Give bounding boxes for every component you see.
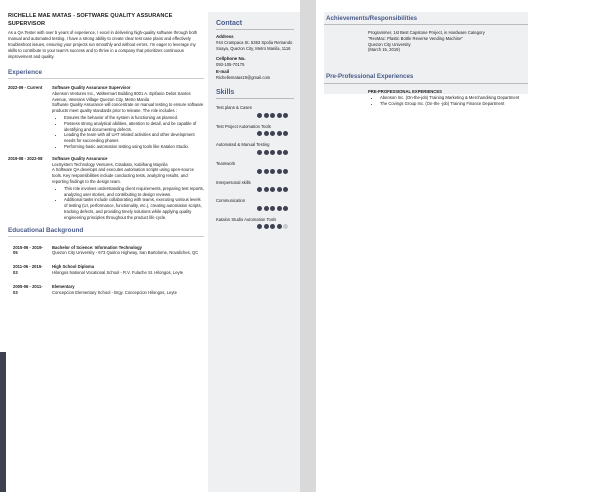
email-value: Richellematas19@gmail.com [216, 75, 271, 81]
address-value: #44 Crampaca St. 5353 Spolia Remando Soaya, Quezon City, Metro Manila, 1116 [216, 40, 293, 51]
experience-bullet: • Additional tasks include collaborating with teams, executing various levels of testing (UI, performance, functionality, etc.), creating automation scripts, tracking defects, and providing timely solutions while applying quality engineering principles throughout the product life cycle. [64, 197, 204, 220]
rating-dot-filled [277, 206, 282, 211]
rating-dot-filled [257, 131, 262, 136]
rating-dot-filled [283, 169, 288, 174]
rating-dot-filled [257, 169, 262, 174]
skill-item [216, 124, 294, 137]
rating-dot-filled [270, 169, 275, 174]
experience-description: Software Quality Assurance will concentrate on manual testing to ensure software products meet quality standards prior to release. The role includes : [52, 102, 204, 114]
rating-dot-filled [270, 131, 275, 136]
rating-dot-filled [277, 169, 282, 174]
preprof-subheading: PRE-PROFESSIONAL EXPERIENCES [368, 89, 442, 94]
skill-name: Communication [216, 198, 246, 204]
achievement-line: Programmer, 1st Best Capstone Project, in Hardware Category [368, 30, 485, 35]
experience-dates: 2022-09 - Current [8, 85, 43, 90]
rating-dot-filled [264, 169, 269, 174]
education-school: Hilongos National Vocational School - R.V. Fulache St. Hilongos, Leyte [52, 269, 184, 275]
experience-bullet: • Performing basic automation testing using tools like Katalon Studio. [64, 144, 204, 150]
experience-company: LexSystem Technology Ventures, Cotabato, Kabihang Maynila [52, 161, 168, 167]
rating-dot-filled [257, 113, 262, 118]
achievement-line: (March 15, 2019) [368, 47, 400, 53]
skill-item [216, 105, 294, 118]
skill-item [216, 217, 294, 230]
rating-dot-filled [283, 150, 288, 155]
skill-item [216, 180, 294, 193]
education-dates: 2011-06 - 2015-03 [13, 264, 43, 275]
experience-role: Software Quality Assurance Supervisor [52, 85, 131, 90]
resume-name-title: RICHELLE MAE MATAS - SOFTWARE QUALITY ASSURANCE SUPERVISOR [8, 13, 173, 27]
experience-company: Abenson Ventures Inc., Waltermart Building 8001 A. Epifanio Delos Santos Avenue, Veterans Village Quezon City, Metro Manila [52, 90, 191, 102]
rating-dot-filled [270, 187, 275, 192]
rating-dot-filled [277, 187, 282, 192]
divider [324, 83, 528, 84]
rating-dot-filled [277, 131, 282, 136]
rating-dot-empty [283, 224, 288, 229]
decorative-strip [0, 352, 6, 492]
rating-dot-filled [270, 224, 275, 229]
skill-item [216, 161, 294, 174]
education-entry [8, 245, 204, 257]
address-label: Address [216, 34, 234, 39]
skill-item [216, 198, 294, 211]
rating-dot-filled [264, 150, 269, 155]
experience-dates: 2019-08 - 2022-08 [8, 155, 43, 161]
skill-name: Katalon Studio Automation Tools [216, 216, 277, 222]
email-label: E-mail [216, 69, 230, 75]
education-entry [8, 264, 204, 276]
rating-dot-filled [264, 187, 269, 192]
skill-name: Teamwork [216, 160, 236, 166]
achievements-heading: Achievements/Responsibilities [326, 15, 418, 22]
achievements-block [368, 30, 528, 53]
preprof-item: • Abenson Inc. (On-the-job) Training Marketing & Merchandising Department [380, 95, 528, 101]
rating-dot-filled [283, 206, 288, 211]
education-degree: High School Diploma [52, 264, 95, 270]
experience-bullet: • This role involves understanding client requirements, preparing test reports, analyzing user stories, and contributing to design reviews. [64, 186, 204, 198]
rating-dot-filled [270, 206, 275, 211]
rating-dot-filled [283, 131, 288, 136]
rating-dot-filled [270, 113, 275, 118]
rating-dot-filled [283, 113, 288, 118]
experience-bullet: • Ensures the behavior of the system is functioning as planned. [64, 115, 204, 121]
preprof-item: • The Covings Group Inc. (On-the -job) Training Finance Department [380, 101, 528, 107]
skill-rating [216, 131, 294, 136]
skill-name: Interpersonal skills [216, 179, 251, 185]
rating-dot-filled [264, 113, 269, 118]
summary-paragraph: As a QA Tester with over 5 years of experience, I excel in delivering high-quality software through both manual and automated testing. I have a strong ability to create clear test case plans and effectively troubleshoot issues, ensuring your projects run smoothly and without errors. I'm eager to leverage my skills to contribute to your team's success and to thrive in a company that prioritizes continuous improvement and quality. [8, 30, 198, 59]
education-entry [8, 284, 204, 296]
education-dates: 2005-06 - 2011-03 [13, 283, 43, 295]
skill-rating [216, 169, 294, 174]
rating-dot-filled [277, 150, 282, 155]
skill-name: Test plans & Cases [216, 105, 252, 111]
rating-dot-filled [277, 224, 282, 229]
skill-rating [216, 224, 294, 229]
experience-bullet: • Possess strong analytical abilities, attention to detail, and be capable of identifying and documenting defects. [64, 121, 204, 133]
experience-heading: Experience [8, 69, 204, 79]
education-school: Concepcion Elementary School - Brgy. Concepcion Hilongos, Leyte [52, 289, 177, 295]
skill-name: Automated & Manual Testing [216, 142, 270, 148]
skill-rating [216, 206, 294, 211]
rating-dot-filled [264, 224, 269, 229]
resume-page-2 [316, 0, 616, 492]
divider [324, 24, 528, 25]
skills-heading: Skills [216, 89, 294, 99]
education-heading: Educational Background [8, 227, 204, 237]
experience-entry [8, 156, 204, 221]
experience-entry [8, 85, 204, 150]
skill-rating [216, 187, 294, 192]
rating-dot-filled [264, 131, 269, 136]
phone-value: 093-105-70175 [216, 61, 245, 67]
contact-heading: Contact [216, 20, 294, 30]
achievement-line: "RevMac: Plastic Bottle Reverse Vending Machine" [368, 35, 463, 41]
phone-label: Cellphone No. [216, 55, 246, 61]
resume-page-1 [0, 0, 300, 492]
experience-description: A Software QA develops and executes automation scripts using open-source tools. Key responsibilities include conducting tests, analyzing results, and reporting findings to the design team. [52, 167, 194, 184]
rating-dot-filled [283, 187, 288, 192]
rating-dot-filled [264, 206, 269, 211]
rating-dot-filled [257, 224, 262, 229]
education-degree: Elementary [52, 283, 75, 289]
achievement-line: Quezon City University [368, 41, 411, 47]
skills-list [216, 105, 294, 229]
experience-bullets [64, 186, 204, 221]
skill-name: Test Project Automation Tools [216, 123, 271, 129]
skill-rating [216, 113, 294, 118]
skill-rating [216, 150, 294, 155]
education-school: Quezon City University - 673 Quirino Highway, San Bartolome, Novaliches, QC [52, 250, 199, 256]
page-gutter [300, 0, 316, 492]
rating-dot-filled [277, 113, 282, 118]
rating-dot-filled [270, 150, 275, 155]
rating-dot-filled [257, 206, 262, 211]
rating-dot-filled [257, 187, 262, 192]
experience-bullet: • Leading the team with all UAT related activities and other development needs for succeeding phases [64, 132, 204, 144]
experience-bullets [64, 115, 204, 150]
experience-role: Software Quality Assurance [52, 155, 108, 161]
main-column [8, 12, 204, 295]
education-degree: Bachelor of Science: Information Technology [52, 244, 142, 250]
sidebar-column [208, 12, 300, 492]
rating-dot-filled [257, 150, 262, 155]
preprof-block [368, 89, 528, 106]
preprof-heading: Pre-Professional Experiences [326, 73, 414, 80]
skill-item [216, 142, 294, 155]
education-dates: 2015-06 - 2019-05 [13, 244, 43, 256]
